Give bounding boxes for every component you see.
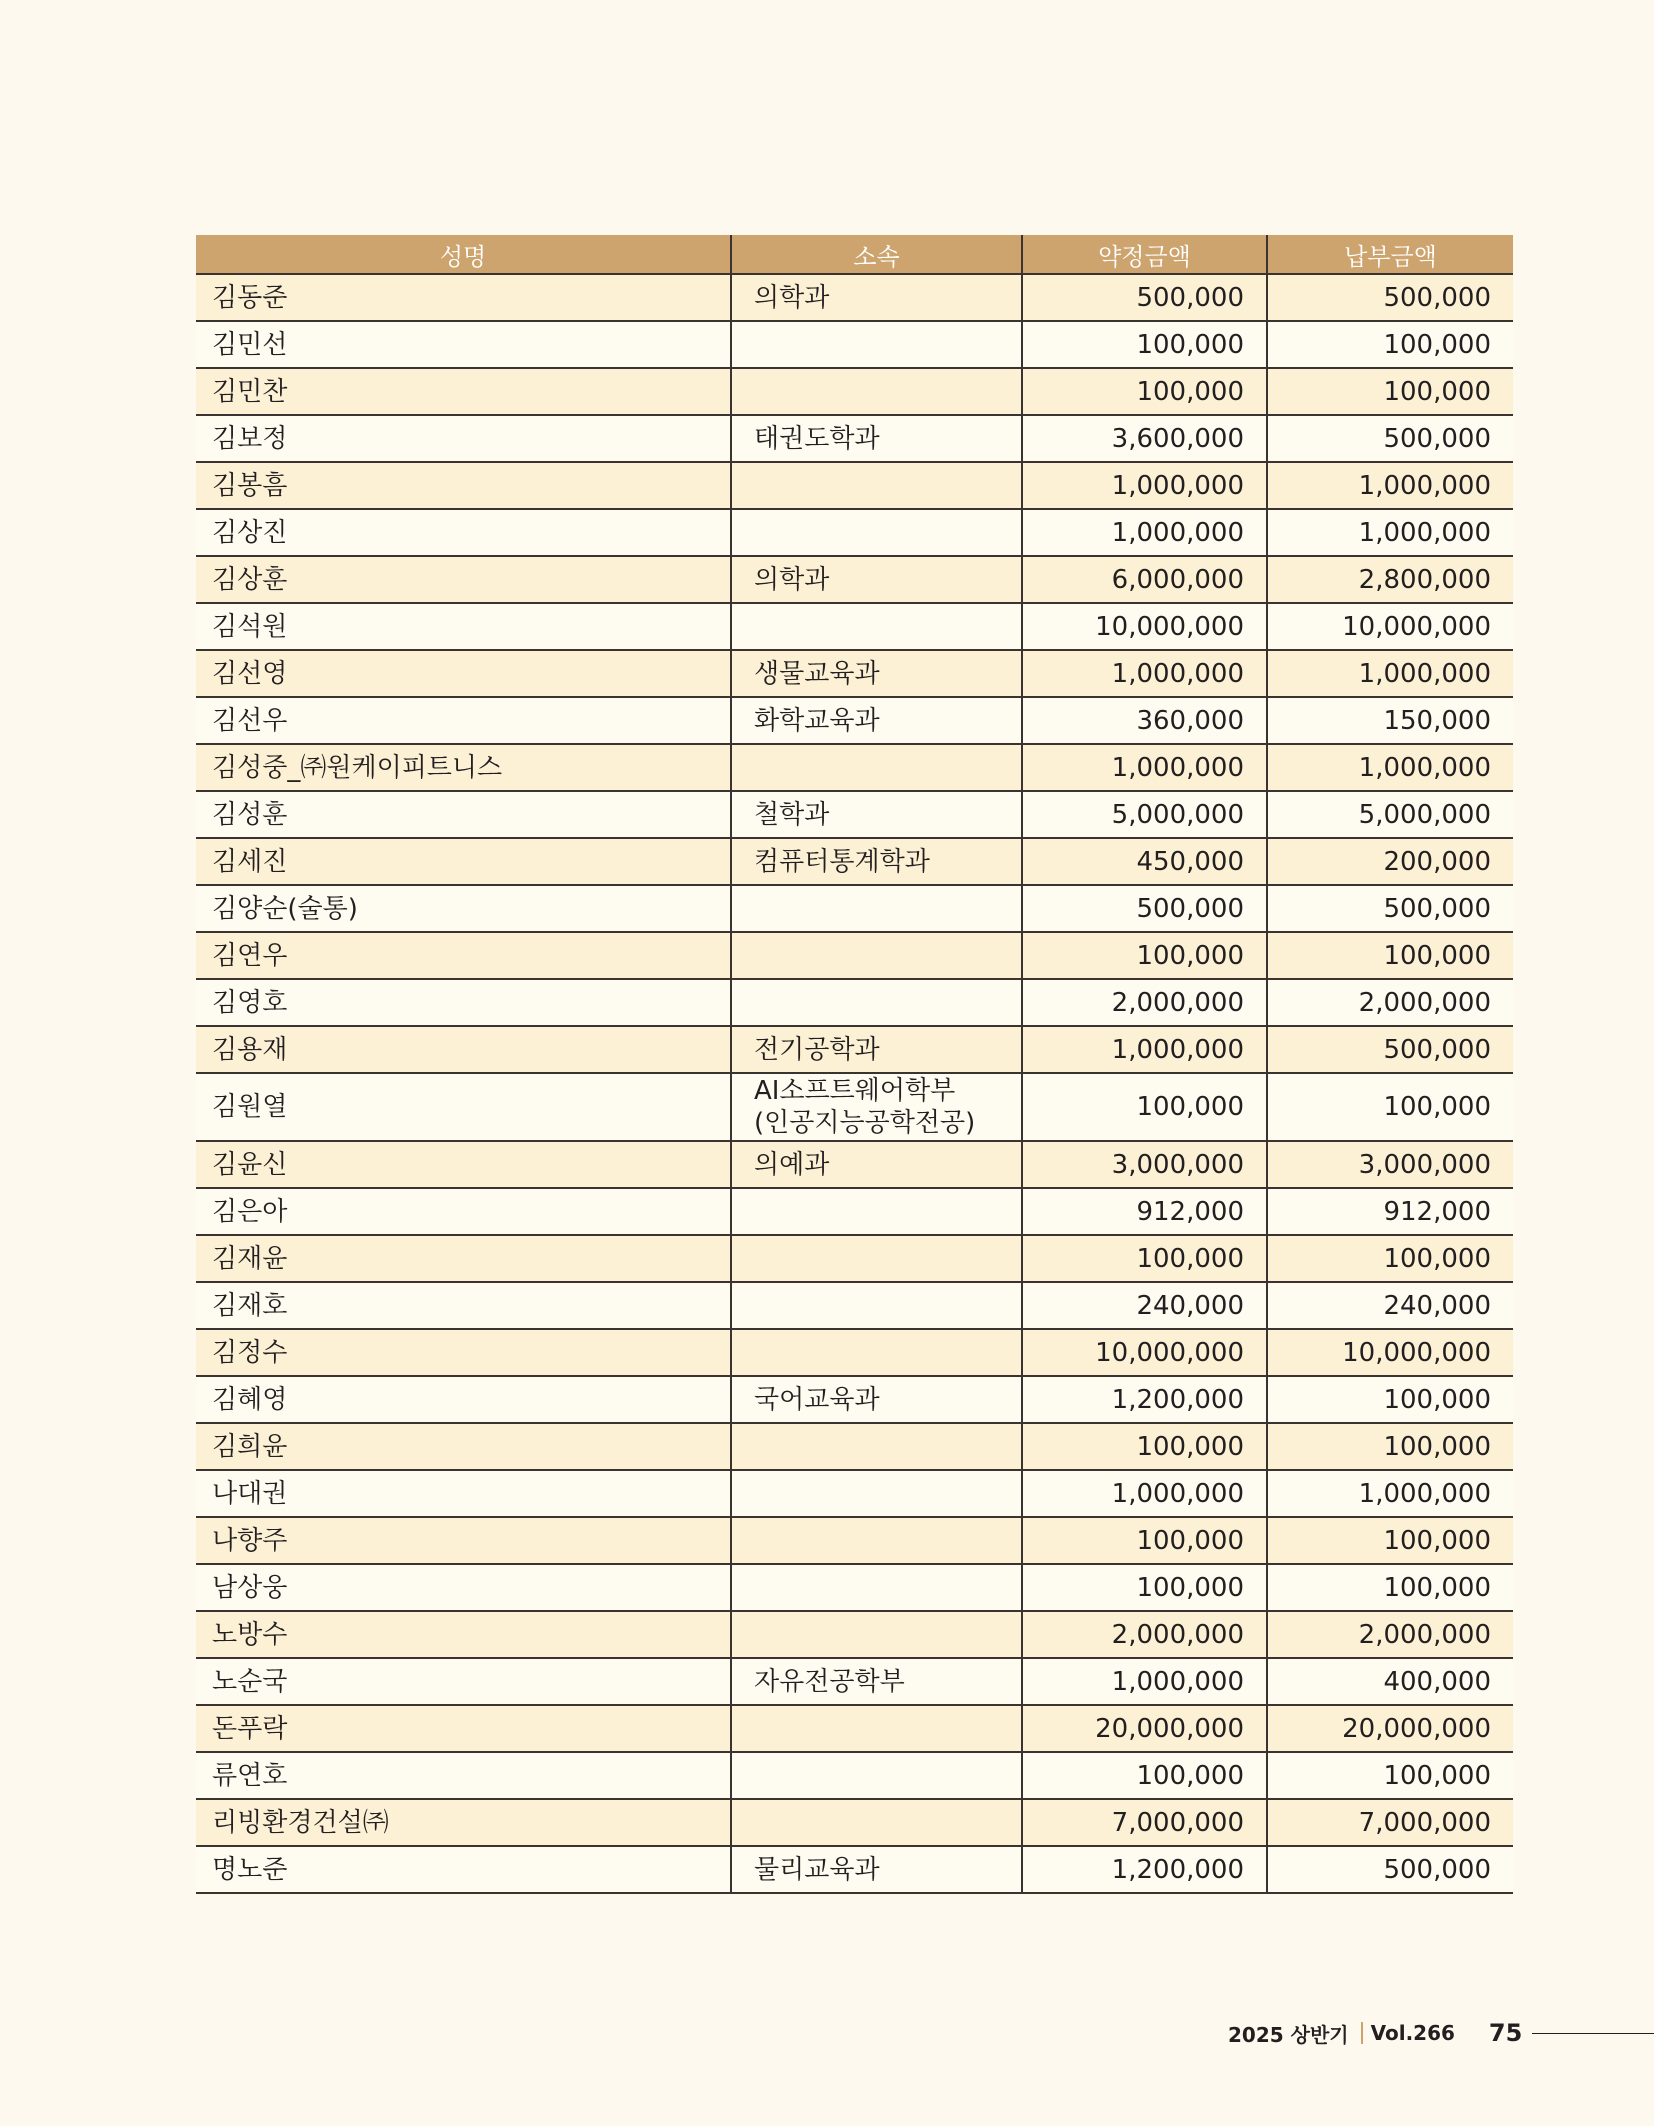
cell-name: 김은아 <box>196 1188 731 1235</box>
cell-name: 명노준 <box>196 1846 731 1893</box>
table-row <box>196 1705 1513 1752</box>
cell-paid: 100,000 <box>1267 1564 1513 1611</box>
table-row <box>196 415 1513 462</box>
table-row <box>196 1376 1513 1423</box>
cell-name: 김윤신 <box>196 1141 731 1188</box>
cell-name: 김혜영 <box>196 1376 731 1423</box>
cell-dept <box>731 1282 1022 1329</box>
cell-dept <box>731 321 1022 368</box>
cell-pledge: 100,000 <box>1022 1564 1267 1611</box>
table-row <box>196 1611 1513 1658</box>
cell-name: 김성훈 <box>196 791 731 838</box>
cell-paid: 20,000,000 <box>1267 1705 1513 1752</box>
cell-paid: 500,000 <box>1267 1026 1513 1073</box>
cell-pledge: 500,000 <box>1022 274 1267 321</box>
cell-name: 김희윤 <box>196 1423 731 1470</box>
cell-dept <box>731 1188 1022 1235</box>
cell-pledge: 1,000,000 <box>1022 509 1267 556</box>
cell-name: 김민선 <box>196 321 731 368</box>
cell-dept: 국어교육과 <box>731 1376 1022 1423</box>
cell-dept: 화학교육과 <box>731 697 1022 744</box>
cell-paid: 1,000,000 <box>1267 462 1513 509</box>
table-row <box>196 1188 1513 1235</box>
cell-dept: 전기공학과 <box>731 1026 1022 1073</box>
table-row <box>196 838 1513 885</box>
table-row <box>196 274 1513 321</box>
cell-name: 김용재 <box>196 1026 731 1073</box>
cell-name: 김재호 <box>196 1282 731 1329</box>
cell-pledge: 100,000 <box>1022 321 1267 368</box>
table-row <box>196 1658 1513 1705</box>
cell-name: 김선우 <box>196 697 731 744</box>
cell-pledge: 1,000,000 <box>1022 1658 1267 1705</box>
cell-dept <box>731 1611 1022 1658</box>
cell-dept-line: AI소프트웨어학부 <box>754 1076 956 1106</box>
cell-paid: 100,000 <box>1267 1517 1513 1564</box>
cell-pledge: 2,000,000 <box>1022 1611 1267 1658</box>
cell-name: 김상훈 <box>196 556 731 603</box>
cell-pledge: 10,000,000 <box>1022 1329 1267 1376</box>
page-footer <box>1228 2016 1522 2050</box>
cell-paid: 100,000 <box>1267 1423 1513 1470</box>
cell-paid: 500,000 <box>1267 885 1513 932</box>
cell-paid: 200,000 <box>1267 838 1513 885</box>
cell-name: 김성중_㈜원케이피트니스 <box>196 744 731 791</box>
cell-dept <box>731 603 1022 650</box>
table-row <box>196 979 1513 1026</box>
cell-dept <box>731 368 1022 415</box>
cell-pledge: 1,000,000 <box>1022 462 1267 509</box>
table-body <box>196 274 1513 1893</box>
cell-name: 김민찬 <box>196 368 731 415</box>
cell-dept: 태권도학과 <box>731 415 1022 462</box>
cell-pledge: 912,000 <box>1022 1188 1267 1235</box>
cell-pledge: 1,200,000 <box>1022 1846 1267 1893</box>
cell-paid: 1,000,000 <box>1267 509 1513 556</box>
cell-paid: 2,000,000 <box>1267 1611 1513 1658</box>
cell-paid: 500,000 <box>1267 274 1513 321</box>
table-row <box>196 1517 1513 1564</box>
cell-name: 김보정 <box>196 415 731 462</box>
table-row <box>196 744 1513 791</box>
cell-pledge: 100,000 <box>1022 1423 1267 1470</box>
cell-dept: 의학과 <box>731 556 1022 603</box>
table-row <box>196 368 1513 415</box>
cell-name: 김석원 <box>196 603 731 650</box>
cell-pledge: 20,000,000 <box>1022 1705 1267 1752</box>
cell-dept-line: (인공지능공학전공) <box>754 1108 976 1138</box>
table-row <box>196 462 1513 509</box>
cell-dept: 철학과 <box>731 791 1022 838</box>
table-row <box>196 603 1513 650</box>
cell-paid: 500,000 <box>1267 415 1513 462</box>
cell-dept: 의예과 <box>731 1141 1022 1188</box>
cell-pledge: 500,000 <box>1022 885 1267 932</box>
cell-pledge: 1,000,000 <box>1022 650 1267 697</box>
cell-pledge: 100,000 <box>1022 932 1267 979</box>
table-row <box>196 509 1513 556</box>
cell-dept <box>731 1235 1022 1282</box>
footer-issue: 2025 상반기 <box>1228 2022 1349 2047</box>
cell-pledge: 240,000 <box>1022 1282 1267 1329</box>
cell-dept <box>731 1517 1022 1564</box>
cell-name: 김연우 <box>196 932 731 979</box>
cell-name: 리빙환경건설㈜ <box>196 1799 731 1846</box>
cell-name: 김원열 <box>196 1073 731 1141</box>
cell-name: 김선영 <box>196 650 731 697</box>
table-row <box>196 1564 1513 1611</box>
table-header-row <box>196 235 1513 274</box>
cell-name: 나향주 <box>196 1517 731 1564</box>
cell-paid: 912,000 <box>1267 1188 1513 1235</box>
table-row <box>196 1073 1513 1141</box>
cell-dept <box>731 1705 1022 1752</box>
cell-pledge: 2,000,000 <box>1022 979 1267 1026</box>
cell-paid: 1,000,000 <box>1267 650 1513 697</box>
cell-paid: 100,000 <box>1267 1752 1513 1799</box>
cell-dept: 컴퓨터통계학과 <box>731 838 1022 885</box>
cell-name: 류연호 <box>196 1752 731 1799</box>
donor-table-container <box>196 235 1513 1894</box>
cell-pledge: 1,000,000 <box>1022 744 1267 791</box>
cell-paid: 100,000 <box>1267 368 1513 415</box>
cell-pledge: 100,000 <box>1022 1073 1267 1141</box>
cell-name: 남상웅 <box>196 1564 731 1611</box>
cell-dept <box>731 1799 1022 1846</box>
cell-pledge: 100,000 <box>1022 1752 1267 1799</box>
cell-pledge: 100,000 <box>1022 368 1267 415</box>
cell-dept <box>731 979 1022 1026</box>
table-row <box>196 1026 1513 1073</box>
cell-paid: 2,000,000 <box>1267 979 1513 1026</box>
table-row <box>196 885 1513 932</box>
cell-paid: 100,000 <box>1267 1073 1513 1141</box>
cell-paid: 240,000 <box>1267 1282 1513 1329</box>
header-name: 성명 <box>196 235 731 274</box>
table-row <box>196 791 1513 838</box>
cell-paid: 7,000,000 <box>1267 1799 1513 1846</box>
cell-paid: 2,800,000 <box>1267 556 1513 603</box>
cell-name: 김상진 <box>196 509 731 556</box>
table-row <box>196 1846 1513 1893</box>
cell-paid: 5,000,000 <box>1267 791 1513 838</box>
header-pledge: 약정금액 <box>1022 235 1267 274</box>
cell-name: 김동준 <box>196 274 731 321</box>
cell-pledge: 10,000,000 <box>1022 603 1267 650</box>
cell-pledge: 100,000 <box>1022 1235 1267 1282</box>
footer-volume: Vol.266 <box>1370 2021 1455 2045</box>
cell-paid: 1,000,000 <box>1267 744 1513 791</box>
cell-paid: 3,000,000 <box>1267 1141 1513 1188</box>
cell-paid: 1,000,000 <box>1267 1470 1513 1517</box>
cell-paid: 10,000,000 <box>1267 1329 1513 1376</box>
cell-paid: 10,000,000 <box>1267 603 1513 650</box>
cell-dept <box>731 1752 1022 1799</box>
table-row <box>196 1423 1513 1470</box>
cell-dept <box>731 1329 1022 1376</box>
cell-name: 노방수 <box>196 1611 731 1658</box>
cell-dept: 자유전공학부 <box>731 1658 1022 1705</box>
cell-pledge: 100,000 <box>1022 1517 1267 1564</box>
cell-pledge: 3,600,000 <box>1022 415 1267 462</box>
footer-rule <box>1532 2033 1654 2034</box>
table-row <box>196 1752 1513 1799</box>
cell-name: 김영호 <box>196 979 731 1026</box>
cell-name: 나대권 <box>196 1470 731 1517</box>
cell-name: 노순국 <box>196 1658 731 1705</box>
cell-paid: 100,000 <box>1267 932 1513 979</box>
cell-name: 김양순(술통) <box>196 885 731 932</box>
table-row <box>196 1470 1513 1517</box>
cell-paid: 100,000 <box>1267 1235 1513 1282</box>
footer-separator <box>1361 2022 1363 2044</box>
cell-paid: 100,000 <box>1267 321 1513 368</box>
cell-dept <box>731 1073 1022 1141</box>
cell-pledge: 450,000 <box>1022 838 1267 885</box>
cell-dept <box>731 1470 1022 1517</box>
cell-pledge: 360,000 <box>1022 697 1267 744</box>
cell-pledge: 6,000,000 <box>1022 556 1267 603</box>
cell-dept <box>731 1423 1022 1470</box>
cell-dept: 생물교육과 <box>731 650 1022 697</box>
cell-paid: 150,000 <box>1267 697 1513 744</box>
table-row <box>196 556 1513 603</box>
cell-pledge: 1,000,000 <box>1022 1470 1267 1517</box>
header-paid: 납부금액 <box>1267 235 1513 274</box>
cell-dept <box>731 1564 1022 1611</box>
cell-name: 김재윤 <box>196 1235 731 1282</box>
table-row <box>196 1799 1513 1846</box>
cell-dept: 물리교육과 <box>731 1846 1022 1893</box>
cell-pledge: 5,000,000 <box>1022 791 1267 838</box>
cell-pledge: 3,000,000 <box>1022 1141 1267 1188</box>
table-row <box>196 932 1513 979</box>
cell-name: 김정수 <box>196 1329 731 1376</box>
cell-pledge: 7,000,000 <box>1022 1799 1267 1846</box>
cell-pledge: 1,000,000 <box>1022 1026 1267 1073</box>
header-dept: 소속 <box>731 235 1022 274</box>
table-row <box>196 1141 1513 1188</box>
cell-dept <box>731 744 1022 791</box>
cell-name: 돈푸락 <box>196 1705 731 1752</box>
cell-dept <box>731 462 1022 509</box>
cell-paid: 100,000 <box>1267 1376 1513 1423</box>
cell-name: 김세진 <box>196 838 731 885</box>
table-row <box>196 650 1513 697</box>
table-row <box>196 321 1513 368</box>
cell-dept: 의학과 <box>731 274 1022 321</box>
donor-table <box>196 235 1513 1894</box>
cell-dept <box>731 509 1022 556</box>
cell-dept <box>731 932 1022 979</box>
page-number: 75 <box>1488 2019 1523 2047</box>
table-row <box>196 1282 1513 1329</box>
cell-name: 김봉흠 <box>196 462 731 509</box>
cell-paid: 400,000 <box>1267 1658 1513 1705</box>
cell-paid: 500,000 <box>1267 1846 1513 1893</box>
table-row <box>196 1235 1513 1282</box>
cell-pledge: 1,200,000 <box>1022 1376 1267 1423</box>
table-row <box>196 697 1513 744</box>
table-row <box>196 1329 1513 1376</box>
cell-dept <box>731 885 1022 932</box>
